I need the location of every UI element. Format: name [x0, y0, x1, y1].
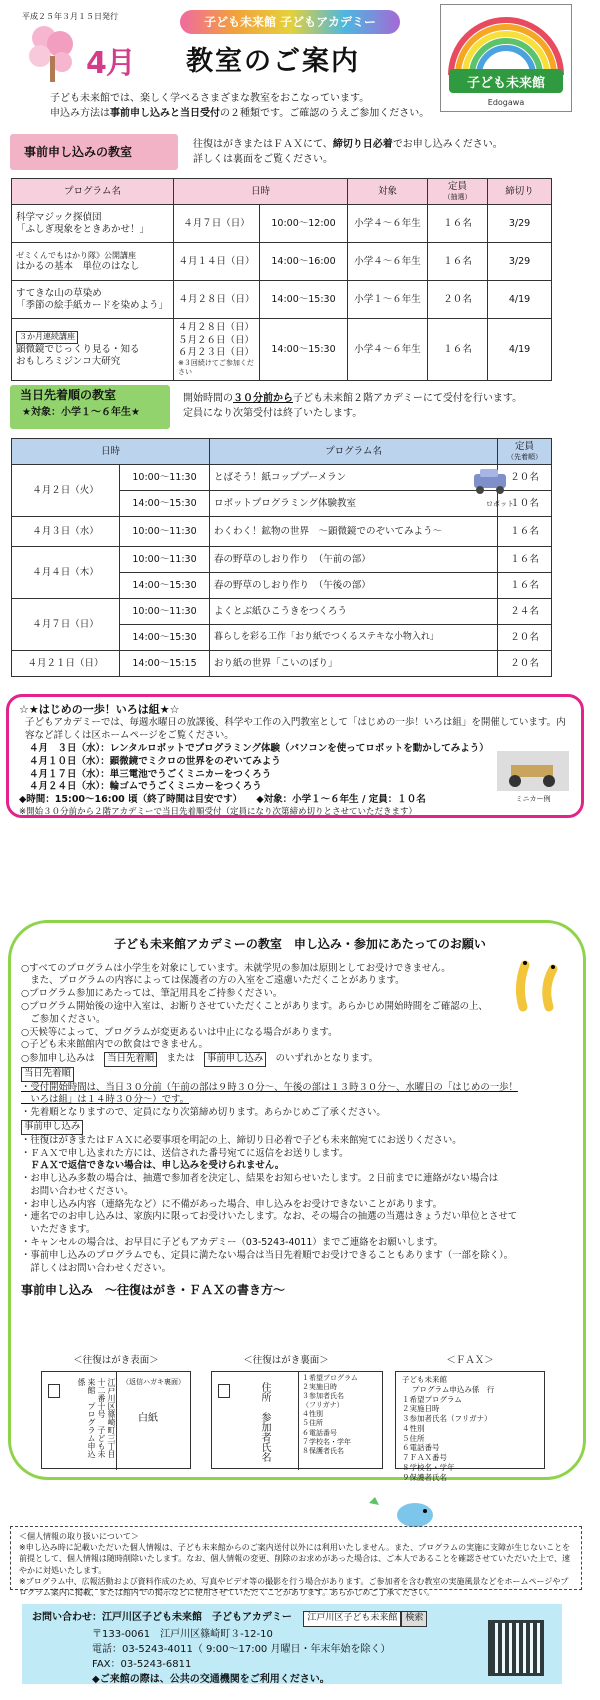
form-item: ８保護者氏名 — [302, 1446, 344, 1455]
apply-tag-sameday: 当日先着順 — [104, 1052, 157, 1067]
program-cell: ロボットプログラミング体験教室 — [210, 491, 498, 517]
form-item: ６電話番号 — [302, 1428, 337, 1437]
target-cell: 小学１〜６年生 — [348, 281, 428, 319]
sameday-target: ★対象：小学１〜６年生★ — [22, 406, 140, 418]
header-capacity — [498, 439, 552, 465]
program-cell — [12, 205, 174, 243]
blank-label: 白紙 — [138, 1413, 158, 1424]
advance-note-bold: 締切り日必着 — [332, 139, 393, 150]
privacy-line: ※申し込み時に記載いただいた個人情報は、子ども未来館からのご案内送付以外には利用いたしません。また、プログラムの実施に支障が生じないことを前提として、個人情報は随時削除いたします。なお、個人情報の変更、削除のお求めがあった場合は、ご本人であることを確認させていただいた上で、速やかに対処いたします。 — [19, 1543, 571, 1575]
time-cell: 10:00〜11:30 — [120, 599, 210, 625]
notice-advance-line: ・お申し込み内容（連絡先など）に不備があった場合、申し込みをお受けできないことがあります。 — [21, 1198, 443, 1210]
fax-head: 子ども未来館 — [402, 1375, 447, 1384]
intro-pre: 申込み方法は — [50, 107, 110, 119]
capacity-cell: １６名 — [428, 205, 488, 243]
robot-icon — [468, 466, 514, 496]
sameday-note-bold: ３０分前から — [233, 393, 293, 404]
table-row — [12, 651, 552, 677]
form-item: ６電話番号 — [402, 1443, 440, 1453]
postcard-back-address — [256, 1382, 272, 1462]
minicar-icon — [497, 751, 569, 791]
card-caption: ＜往復はがき表面＞ — [73, 1355, 159, 1366]
form-item: ５住所 — [302, 1419, 323, 1428]
program-sub: 顕微鏡でじっくり見る・知る — [16, 343, 140, 355]
write-guide-title: 事前申し込み 〜往復はがき・ＦＡＸの書き方〜 — [21, 1283, 286, 1298]
table-row — [12, 281, 552, 319]
advance-table — [11, 178, 551, 381]
form-item: ３参加者氏名 — [302, 1392, 344, 1401]
brand-banner: 子ども未来館 子どもアカデミー — [180, 10, 400, 34]
form-item: ５住所 — [402, 1433, 425, 1443]
table-row — [12, 205, 552, 243]
iroha-desc: 子どもアカデミーでは、毎週水曜日の放課後、科学や工作の入門教室として「はじめの一歩！いろは組」を開催しています。内容など詳しくは区ホームページをご覧ください。 — [25, 717, 566, 742]
header-program: プログラム名 — [210, 439, 498, 465]
sameday-section-label — [10, 385, 170, 429]
sameday-table-header — [12, 439, 552, 465]
fax-head: プログラム申込み係 行 — [412, 1384, 495, 1394]
card-caption: ＜往復はがき裏面＞ — [243, 1355, 329, 1366]
notice-line: ○子ども未来館館内での飲食はできません。 — [21, 1039, 208, 1051]
notice-line: ○プログラム開始後の途中入室は、お断りさせていただくことがあります。あらかじめ開始時間をご確認の上、 — [21, 1000, 488, 1012]
date-cell: ４月３日（水） — [12, 517, 120, 547]
cherry-blossom-icon — [22, 22, 82, 84]
time-cell: 14:00〜15:15 — [120, 651, 210, 677]
capacity-cell: ２０名 — [498, 465, 552, 491]
notice-line: ○プログラム参加にあたっては、筆記用具をご持参ください。 — [21, 988, 283, 1000]
form-item: ４性別 — [302, 1410, 323, 1419]
capacity-cell: １６名 — [428, 243, 488, 281]
form-item: ４性別 — [402, 1423, 425, 1433]
notice-advance-line: ・キャンセルの場合は、お早目に子どもアカデミー（03-5243-4011）までご連絡をお願いします。 — [21, 1237, 443, 1248]
date-cell: ４月２日（火） — [12, 465, 120, 517]
notice-box — [8, 920, 586, 1480]
notice-line: ○すべてのプログラムは小学生を対象にしています。未就学児の参加は原則としてお受けできません。 — [21, 962, 451, 974]
date-note: ※３回続けてご参加ください — [178, 359, 254, 377]
date-cell: ４月７日（日） — [174, 205, 260, 243]
stamp-box — [218, 1384, 230, 1398]
robot-image — [468, 466, 514, 508]
date-line: ５月２６日（日） — [178, 334, 255, 346]
sameday-note — [183, 392, 573, 421]
table-row — [12, 547, 552, 573]
header-datetime: 日時 — [12, 439, 210, 465]
advance-note-line1 — [193, 138, 573, 153]
capacity-cell: １０名 — [498, 491, 552, 517]
notice-sameday-line: いろは組」は１４時３０分〜）です。 — [21, 1094, 190, 1106]
privacy-title: ＜個人情報の取り扱いについて＞ — [19, 1532, 139, 1541]
program-cell — [12, 281, 174, 319]
program-cell: よくとぶ紙ひこうきをつくろう — [210, 599, 498, 625]
rainbow-logo-icon — [441, 5, 571, 111]
apply-mid: または — [166, 1053, 195, 1065]
intro-text — [50, 92, 430, 121]
date-cell: ４月１４日（日） — [174, 243, 260, 281]
time-cell: 14:00〜15:30 — [120, 491, 210, 517]
program-cell: わくわく！鉱物の世界 〜顕微鏡でのぞいてみよう〜 — [210, 517, 498, 547]
program-cell: とばそう！紙コッププーメラン — [210, 465, 498, 491]
program-name: 「季節の絵手紙カードを染めよう」 — [16, 299, 169, 311]
program-cell: おり紙の世界「こいのぼり」 — [210, 651, 498, 677]
contact-line — [32, 1610, 552, 1627]
notice-line: また、プログラムの内容によっては保護者の方の入室をご遠慮いただくことがあります。 — [21, 975, 405, 987]
form-item: ７ＦＡＸ番号 — [402, 1453, 447, 1462]
time-cell: 14:00〜15:30 — [120, 573, 210, 599]
time-cell: 10:00〜12:00 — [260, 205, 348, 243]
stamp-box — [48, 1384, 60, 1398]
robot-label: ロボット — [486, 500, 514, 508]
header-capacity-main: 定員 — [448, 181, 468, 192]
logo — [440, 4, 572, 112]
capacity-cell: １６名 — [428, 319, 488, 381]
advance-table-header — [12, 179, 552, 205]
postcard-address: 江戸川区篠崎町三丁目十二番十号 子ども未来館 プログラム申込係 — [77, 1378, 116, 1458]
iroha-box — [6, 694, 584, 818]
capacity-cell: ２０名 — [498, 651, 552, 677]
time-cell: 14:00〜16:00 — [260, 243, 348, 281]
iroha-note: ※開始３０分前から２階アカデミーで当日先着順受付（定員になり次第締め切りとさせていただきます） — [19, 806, 418, 817]
fax-form-content — [402, 1375, 494, 1482]
header-datetime: 日時 — [174, 179, 348, 205]
program-name: はかるの基本 単位のはなし — [16, 260, 140, 272]
contact-phone: 電話：03-5243-4011（ 9:00〜17:00 月曜日・年末年始を除く） — [92, 1643, 391, 1655]
iroha-item: ４月２４日（水）：輪ゴムでうごくミニカーをつくろう — [29, 781, 262, 793]
iroha-item: ４月１７日（水）：単三電池でうごくミニカーをつくろう — [29, 768, 272, 780]
privacy-notice — [10, 1526, 582, 1597]
program-name: 「ふしぎ現象をときあかせ！」 — [16, 223, 150, 235]
notice-advance-line: ＦＡＸで返信できない場合は、申し込みを受けられません。 — [21, 1160, 285, 1172]
issue-date: 平成２５年３月１５日発行 — [22, 12, 118, 21]
contact-footer — [22, 1604, 562, 1684]
target-cell: 小学４〜６年生 — [348, 319, 428, 381]
iroha-target: ◆対象：小学１〜６年生 / 定員：１０名 — [256, 794, 426, 806]
program-sub: 科学マジック探偵団 — [16, 211, 102, 223]
capacity-cell: ２０名 — [498, 625, 552, 651]
time-cell: 14:00〜15:30 — [260, 281, 348, 319]
return-label: （返信ハガキ裏面） — [122, 1378, 185, 1386]
privacy-line: ※プログラム中、広報活動および資料作成のため、写真やビデオ等の撮影を行う場合があります。ご参加者を含む教室の実施風景などをホームページやプログラム案内に掲載、または館内での掲示などに使用させていただくことがあります。あらかじめご了承ください。 — [19, 1576, 569, 1597]
date-cell: ４月２１日（日） — [12, 651, 120, 677]
time-cell: 10:00〜11:30 — [120, 517, 210, 547]
form-item: ３参加者氏名（フリガナ） — [402, 1414, 492, 1423]
notice-line: ○天候等によって、プログラムが変更あるいは中止になる場合があります。 — [21, 1026, 338, 1038]
contact-title: お問い合わせ：江戸川区子ども未来館 子どもアカデミー — [32, 1612, 292, 1623]
deadline-cell: 4/19 — [488, 281, 552, 319]
time-cell: 14:00〜15:30 — [120, 625, 210, 651]
minicar-label: ミニカー例 — [515, 795, 551, 803]
sameday-label: 当日先着順の教室 — [20, 388, 117, 402]
capacity-cell: １６名 — [498, 547, 552, 573]
program-cell: 春の野草のしおり作り （午後の部） — [210, 573, 498, 599]
advance-note-post: でお申し込みください。 — [392, 139, 503, 150]
advance-section-label: 事前申し込みの教室 — [10, 134, 178, 170]
notice-sameday-line: ・受付開始時間は、当日３０分前（午前の部は９時３０分〜、午後の部は１３時３０分〜、水曜日の「はじめの一歩！ — [21, 1081, 518, 1093]
time-cell: 10:00〜11:30 — [120, 547, 210, 573]
intro-line-1: 子ども未来館では、楽しく学べるさまざまな教室をおこなっています。 — [50, 93, 370, 104]
capacity-cell: ２４名 — [498, 599, 552, 625]
apply-pre: ○参加申し込みは — [21, 1053, 95, 1065]
notice-advance-line: ・連名でのお申し込みは、家族内に限ってお受けいたします。なお、その場合の抽選の当選はきょうだい単位とさせて — [21, 1211, 518, 1223]
intro-bold: 事前申し込みと当日受付 — [110, 107, 220, 119]
header-capacity-sub: （先着順） — [507, 453, 543, 462]
table-row — [12, 243, 552, 281]
notice-advance-line: ・お申し込み多数の場合は、抽選で参加者を決定し、結果をお知らせいたします。２日前までに連絡がない場合は — [21, 1173, 499, 1185]
logo-sub: Edogawa — [487, 98, 525, 107]
form-item: （フリガナ） — [302, 1401, 344, 1410]
iroha-item: ４月 ３日（水）：レンタルロボットでプログラミング体験（パソコンを使ってロボットを動かしてみよう） — [29, 742, 489, 754]
iroha-title: ☆★はじめの一歩！いろは組★☆ — [19, 703, 180, 716]
header-capacity-main: 定員 — [515, 441, 535, 452]
apply-tag-advance: 事前申し込み — [204, 1052, 266, 1067]
notice-apply — [21, 1052, 569, 1067]
intro-line-2 — [50, 107, 430, 122]
header-target: 対象 — [348, 179, 428, 205]
worm-mascot-icon — [511, 951, 567, 1011]
form-item: ２実施日時 — [402, 1404, 440, 1414]
program-name: おもしろミジンコ大研究 — [16, 356, 121, 368]
deadline-cell: 3/29 — [488, 243, 552, 281]
date-cell: ４月４日（木） — [12, 547, 120, 599]
advance-note-pre: 往復はがきまたはＦＡＸにて、 — [193, 139, 333, 150]
program-sub: すてきな山の草染め — [16, 287, 102, 299]
minicar-image — [497, 751, 569, 801]
notice-title: 子ども未来館アカデミーの教室 申し込み・参加にあたってのお願い — [114, 937, 486, 951]
notice-advance-line: 詳しくはお問い合わせください。 — [21, 1262, 172, 1274]
notice-advance-line: ・往復はがきまたはＦＡＸに必要事項を明記の上、締切り日必着で子ども未来館宛てにお送りください。 — [21, 1134, 462, 1146]
time-cell: 14:00〜15:30 — [260, 319, 348, 381]
table-row — [12, 319, 552, 381]
program-sub: ゼミくんでもはかり隊》公開講座 — [16, 250, 136, 260]
program-cell — [12, 243, 174, 281]
header-capacity-sub: （抽選） — [443, 193, 472, 202]
date-line: ４月２８日（日） — [178, 322, 255, 334]
time-cell: 10:00〜11:30 — [120, 465, 210, 491]
target-cell: 小学４〜６年生 — [348, 243, 428, 281]
header-program: プログラム名 — [12, 179, 174, 205]
target-cell: 小学４〜６年生 — [348, 205, 428, 243]
advance-note-line2: 詳しくは裏面をご覧ください。 — [193, 153, 333, 165]
advance-note — [193, 138, 573, 167]
sameday-note-pre: 開始時間の — [183, 393, 233, 404]
capacity-cell: １６名 — [498, 517, 552, 547]
header-deadline: 締切り — [488, 179, 552, 205]
name-label: 参加者氏名 — [259, 1412, 270, 1462]
form-item: １希望プログラム — [402, 1394, 462, 1404]
date-cell: ４月２８日（日） — [174, 281, 260, 319]
date-cell — [174, 319, 260, 381]
date-cell: ４月７日（日） — [12, 599, 120, 651]
notice-advance-line: ・ＦＡＸで申し込まれた方には、送信された番号宛てに返信をお送りします。 — [21, 1147, 349, 1159]
iroha-time-target — [19, 794, 571, 807]
qr-code-icon[interactable] — [488, 1620, 544, 1676]
capacity-cell: １６名 — [498, 573, 552, 599]
deadline-cell: 3/29 — [488, 205, 552, 243]
header-capacity — [428, 179, 488, 205]
sameday-note-line2: 定員になり次第受付は終了いたします。 — [183, 407, 363, 419]
form-item: １希望プログラム — [302, 1374, 358, 1382]
deadline-cell: 4/19 — [488, 319, 552, 381]
form-item: ７学校名・学年 — [302, 1437, 351, 1446]
form-item: ９保護者氏名 — [402, 1472, 447, 1482]
advance-tag: 事前申し込み — [21, 1120, 83, 1135]
contact-fax: FAX：03-5243-6811 — [92, 1658, 192, 1670]
table-row — [12, 517, 552, 547]
address-label: 住所 — [259, 1382, 270, 1402]
iroha-item: ４月１０日（水）：顕微鏡でミクロの世界をのぞいてみよう — [29, 755, 281, 767]
table-row — [12, 599, 552, 625]
sameday-tag: 当日先着順 — [21, 1067, 74, 1082]
sameday-note-post: 子ども未来館２階アカデミーにて受付を行います。 — [293, 393, 523, 404]
search-box[interactable]: 江戸川区子ども未来館 — [303, 1611, 401, 1627]
notice-sameday-line: ・先着順となりますので、定員になり次第締め切ります。あらかじめご了承ください。 — [21, 1107, 386, 1119]
month-label: 4月 — [86, 46, 135, 81]
program-cell: 春の野草のしおり作り （午前の部） — [210, 547, 498, 573]
notice-advance-line: いただきます。 — [21, 1224, 96, 1236]
intro-post: の２種類です。ご確認のうえご参加ください。 — [220, 107, 430, 119]
postcard-back — [211, 1371, 383, 1469]
card-caption: ＜ＦＡＸ＞ — [446, 1355, 494, 1366]
capacity-cell: ２０名 — [428, 281, 488, 319]
form-item: ８学校名・学年 — [402, 1462, 455, 1472]
postcard-front — [41, 1371, 191, 1469]
search-button[interactable]: 検索 — [401, 1611, 427, 1627]
contact-transit: ◆ご来館の際は、公共の交通機関をご利用ください。 — [92, 1673, 330, 1685]
notice-advance-line: お問い合わせください。 — [21, 1185, 134, 1197]
page-title: 教室のご案内 — [186, 46, 360, 77]
form-item: ２実施日時 — [302, 1383, 337, 1392]
program-cell — [12, 319, 174, 381]
notice-line: ご参加ください。 — [21, 1013, 106, 1025]
contact-address: 〒133-0061 江戸川区篠崎町３-12-10 — [92, 1628, 273, 1640]
program-cell: 暮らしを彩る工作「おり紙でつくるステキな小物入れ」 — [210, 625, 498, 651]
fax-form — [395, 1371, 545, 1482]
series-tag: ３か月連続講座 — [16, 331, 78, 343]
notice-advance-line: ・事前申し込みのプログラムでも、定員に満たない場合は当日先着順でお受けできることもあります（一部を除く）。 — [21, 1249, 514, 1261]
iroha-time: ◆時間：15:00〜16:00 頃（終了時間は目安です） — [19, 794, 238, 806]
logo-text: 子ども未来館 — [466, 76, 546, 91]
postcard-back-items — [302, 1374, 358, 1456]
date-line: ６月２３日（日） — [178, 347, 255, 359]
apply-post: のいずれかとなります。 — [275, 1053, 379, 1065]
sameday-note-line1 — [183, 392, 573, 407]
